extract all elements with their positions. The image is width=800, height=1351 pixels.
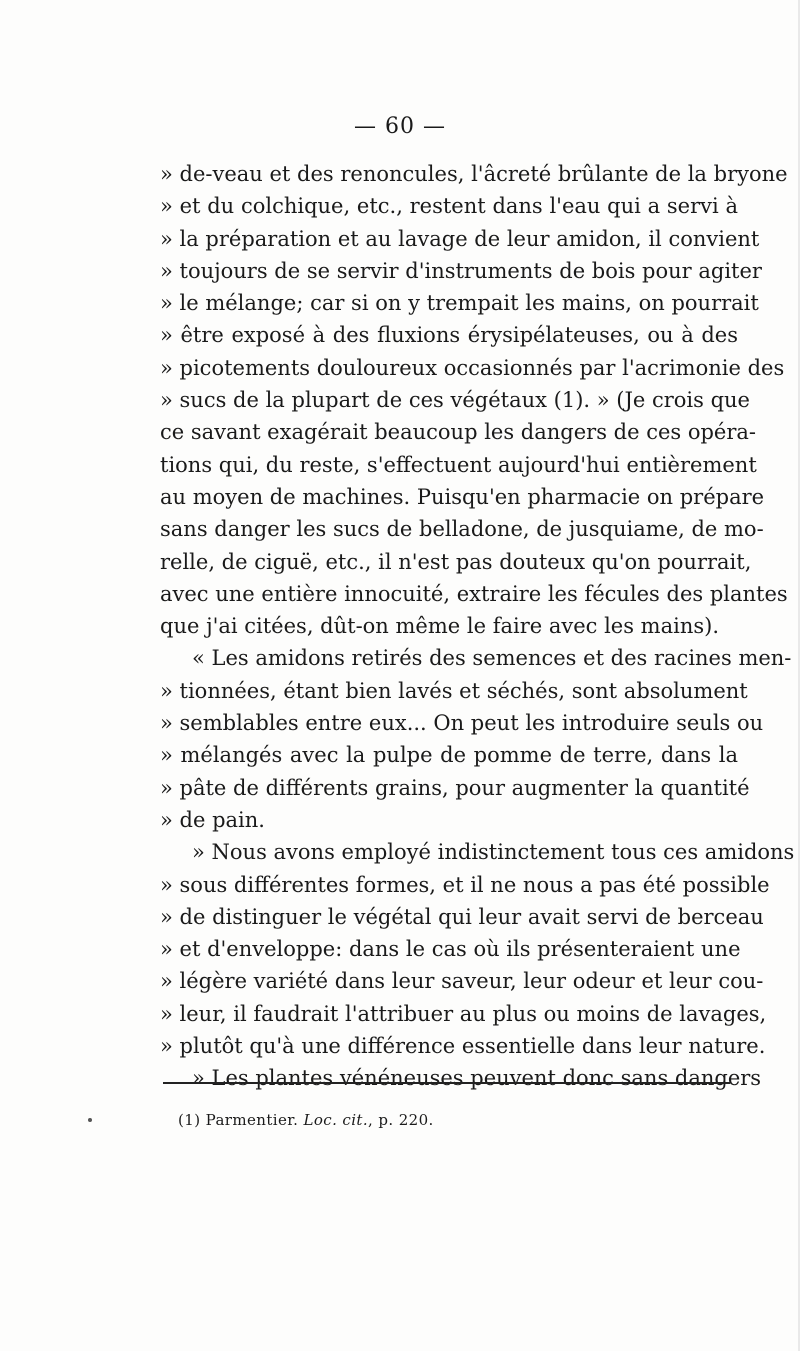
footnote [178, 1109, 434, 1131]
text-line: » picotements douloureux occasionnés par l'acrimonie des [160, 355, 785, 380]
text-line: » plutôt qu'à une différence essentielle dans leur nature. [160, 1034, 766, 1059]
text-line: « Les amidons retirés des semences et des racines men- [192, 646, 792, 671]
text-line: » sucs de la plupart de ces végétaux (1). » (Je crois que [160, 388, 750, 413]
text-line: au moyen de machines. Puisqu'en pharmacie on prépare [160, 484, 765, 509]
text-line: avec une entière innocuité, extraire les fécules des plantes [160, 581, 788, 606]
paper-speck [88, 1118, 92, 1122]
text-line: tions qui, du reste, s'effectuent aujourd'hui entièrement [160, 452, 757, 477]
text-line: » et du colchique, etc., restent dans l'eau qui a servi à [160, 194, 738, 219]
text-line: sans danger les sucs de belladone, de jusquiame, de mo- [160, 517, 764, 542]
text-line: » mélangés avec la pulpe de pomme de terre, dans la [160, 743, 738, 768]
text-line: ce savant exagérait beaucoup les dangers de ces opéra- [160, 420, 756, 445]
footnote-divider [163, 1082, 730, 1084]
text-line: » sous différentes formes, et il ne nous a pas été possible [160, 872, 770, 897]
text-line: » le mélange; car si on y trempait les mains, on pourrait [160, 291, 759, 316]
footnote-page-ref: , p. 220. [368, 1111, 434, 1129]
footnote-reference: Loc. cit. [303, 1111, 369, 1129]
text-line: » être exposé à des fluxions érysipélateuses, ou à des [160, 323, 738, 348]
text-line: » de distinguer le végétal qui leur avait servi de berceau [160, 904, 764, 929]
footnote-marker: (1) [178, 1111, 201, 1129]
text-line: » et d'enveloppe: dans le cas où ils présenteraient une [160, 937, 741, 962]
text-line: » la préparation et au lavage de leur amidon, il convient [160, 226, 760, 251]
text-line: » Nous avons employé indistinctement tous ces amidons [192, 840, 795, 865]
text-line: » de-veau et des renoncules, l'âcreté brûlante de la bryone [160, 162, 788, 186]
footnote-author: Parmentier. [205, 1111, 299, 1129]
text-line: » de pain. [160, 807, 265, 832]
text-line: » toujours de se servir d'instruments de bois pour agiter [160, 258, 762, 283]
body-text [160, 158, 795, 1095]
text-line: » Les plantes vénéneuses peuvent donc sans dangers [192, 1066, 762, 1091]
text-line: » légère variété dans leur saveur, leur odeur et leur cou- [160, 969, 764, 994]
page-number: — 60 — [354, 114, 446, 139]
text-line: relle, de ciguë, etc., il n'est pas douteux qu'on pourrait, [160, 549, 752, 574]
text-line: » leur, il faudrait l'attribuer au plus ou moins de lavages, [160, 1001, 767, 1026]
text-line: » tionnées, étant bien lavés et séchés, sont absolument [160, 678, 748, 703]
text-line: que j'ai citées, dût-on même le faire avec les mains). [160, 614, 720, 639]
text-line: » pâte de différents grains, pour augmenter la quantité [160, 775, 750, 800]
text-line: » semblables entre eux... On peut les introduire seuls ou [160, 711, 764, 736]
